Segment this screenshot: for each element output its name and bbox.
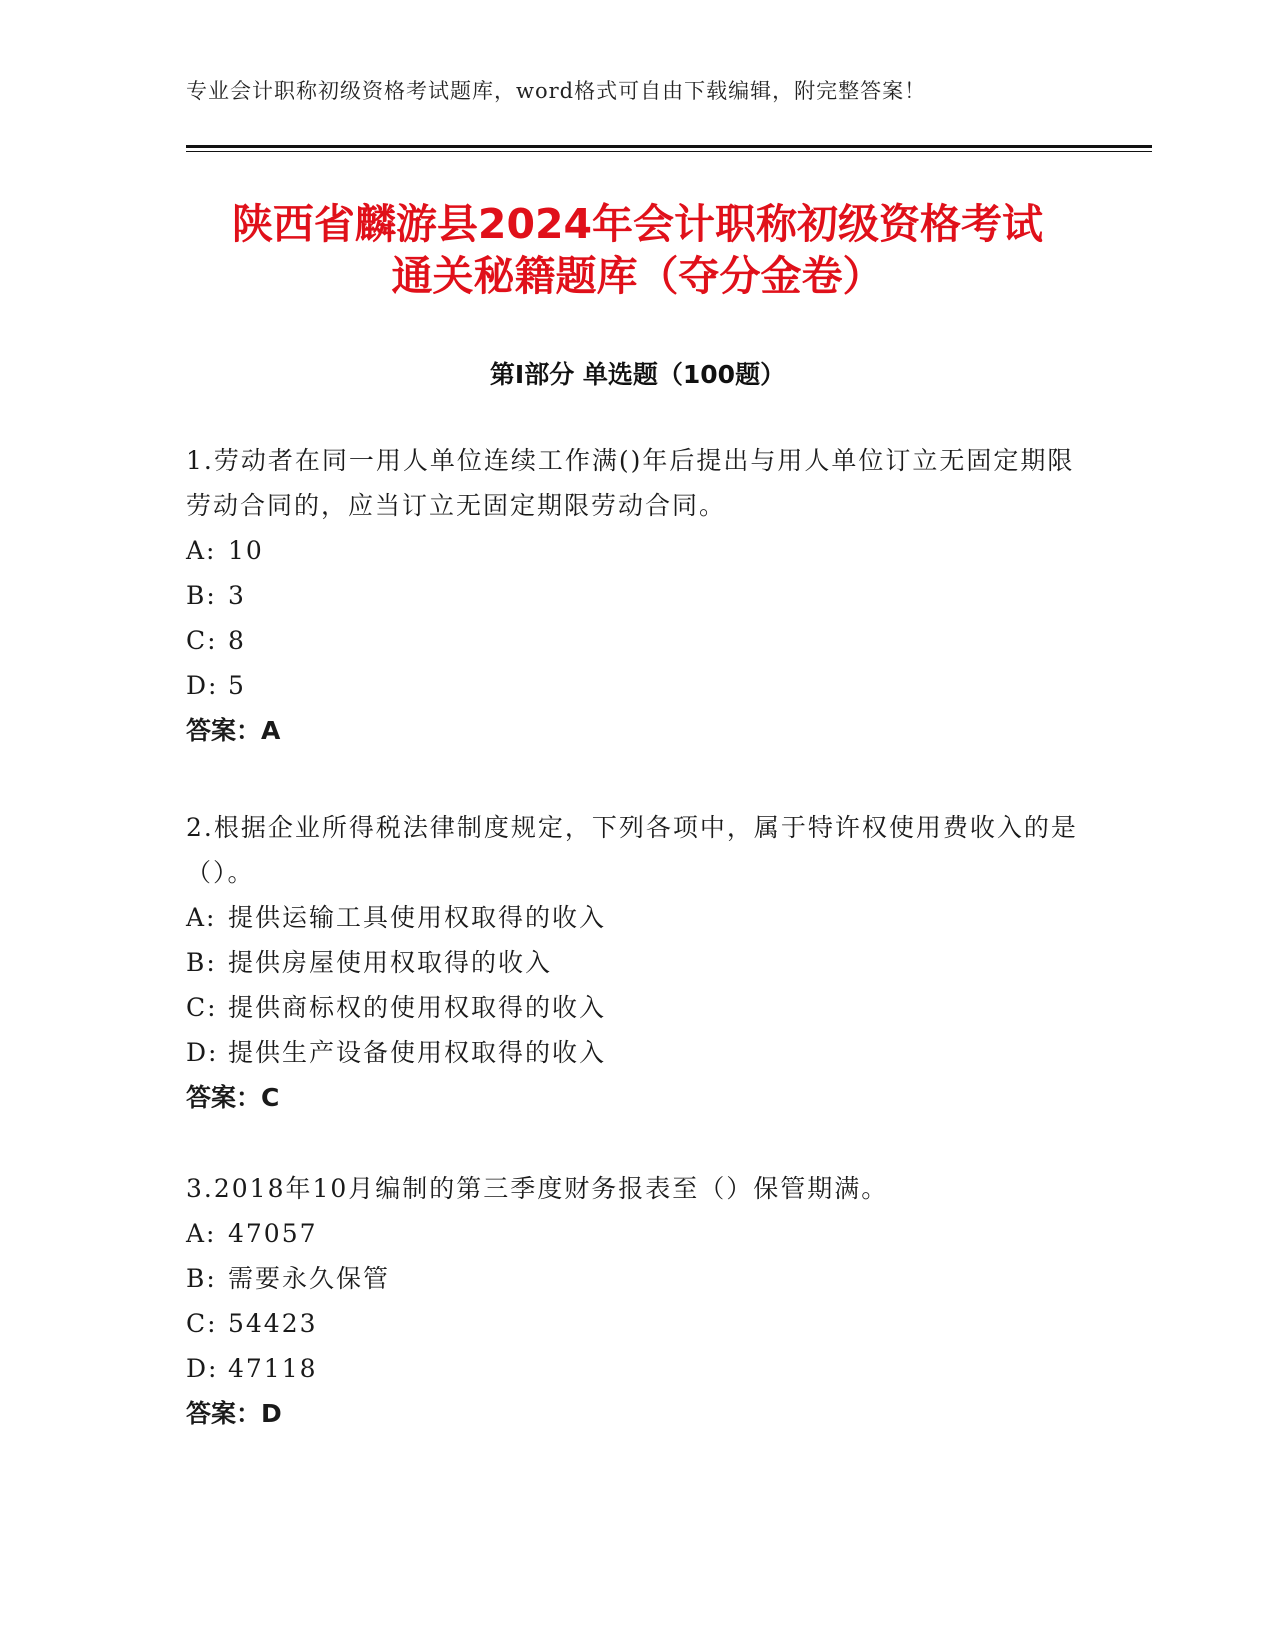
option-c (186, 1301, 1086, 1346)
option-a (186, 895, 1086, 940)
option-text: 47057 (228, 1219, 318, 1248)
option-d (186, 663, 1086, 708)
option-letter: C: (186, 993, 218, 1022)
option-text: 提供生产设备使用权取得的收入 (228, 1038, 607, 1067)
option-text: 需要永久保管 (228, 1264, 391, 1293)
header-rule-thin (186, 151, 1152, 152)
option-letter: B: (186, 948, 217, 977)
option-letter: A: (186, 903, 217, 932)
option-letter: D: (186, 1038, 219, 1067)
option-a (186, 528, 1086, 573)
option-b (186, 573, 1086, 618)
option-c (186, 618, 1086, 663)
header-note: 专业会计职称初级资格考试题库，word格式可自由下载编辑，附完整答案！ (186, 79, 927, 103)
option-letter: B: (186, 1264, 217, 1293)
option-text: 47118 (228, 1354, 318, 1383)
option-letter: C: (186, 1309, 218, 1338)
option-letter: A: (186, 1219, 217, 1248)
answer-label: 答案：D (186, 1399, 282, 1428)
document-title-line2: 通关秘籍题库（夺分金卷） (391, 252, 884, 300)
document-title-line1: 陕西省麟游县2024年会计职称初级资格考试 (231, 200, 1044, 248)
option-c (186, 985, 1086, 1030)
question-2 (186, 805, 1086, 1120)
option-text: 提供商标权的使用权取得的收入 (228, 993, 607, 1022)
option-letter: B: (186, 581, 217, 610)
answer-label: 答案：A (186, 716, 281, 745)
option-text: 提供运输工具使用权取得的收入 (228, 903, 607, 932)
option-letter: C: (186, 626, 218, 655)
option-a (186, 1211, 1086, 1256)
section-heading: 第Ⅰ部分 单选题（100题） (489, 360, 786, 389)
question-stem: 3.2018年10月编制的第三季度财务报表至（）保管期满。 (186, 1174, 889, 1203)
option-text: 提供房屋使用权取得的收入 (228, 948, 553, 977)
option-text: 10 (228, 536, 264, 565)
option-text: 54423 (228, 1309, 318, 1338)
option-b (186, 1256, 1086, 1301)
option-text: 8 (228, 626, 246, 655)
question-1 (186, 438, 1086, 753)
question-3 (186, 1166, 1086, 1436)
option-letter: A: (186, 536, 217, 565)
option-b (186, 940, 1086, 985)
question-stem: 1.劳动者在同一用人单位连续工作满()年后提出与用人单位订立无固定期限劳动合同的，应当订立无固定期限劳动合同。 (186, 446, 1075, 520)
document-title (150, 198, 1125, 302)
option-text: 5 (228, 671, 246, 700)
option-letter: D: (186, 1354, 219, 1383)
answer-label: 答案：C (186, 1083, 280, 1112)
option-d (186, 1030, 1086, 1075)
option-d (186, 1346, 1086, 1391)
header-rule-thick (186, 145, 1152, 148)
option-text: 3 (228, 581, 246, 610)
question-stem: 2.根据企业所得税法律制度规定，下列各项中，属于特许权使用费收入的是（）。 (186, 813, 1078, 887)
option-letter: D: (186, 671, 219, 700)
